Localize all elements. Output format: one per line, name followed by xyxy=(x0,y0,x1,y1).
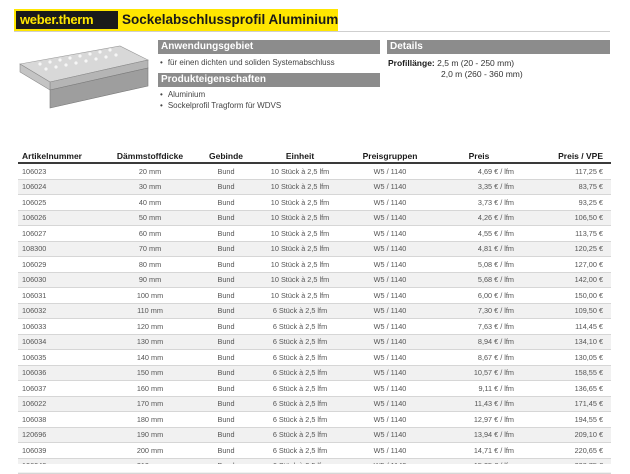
cell-price-group: W5 / 1140 xyxy=(346,257,434,273)
cell-price: 9,11 € / lfm xyxy=(434,381,524,397)
cell-unit: 10 Stück à 2,5 lfm xyxy=(254,288,346,304)
cell-price-per-vpe: 114,45 € xyxy=(524,319,611,335)
cell-price-per-vpe: 130,05 € xyxy=(524,350,611,366)
table-row xyxy=(18,319,611,335)
cell-price-per-vpe: 150,00 € xyxy=(524,288,611,304)
cell-article-number: 106035 xyxy=(18,350,102,366)
cell-price-group: W5 / 1140 xyxy=(346,195,434,211)
cell-unit: 6 Stück à 2,5 lfm xyxy=(254,443,346,459)
cell-price-per-vpe: 171,45 € xyxy=(524,396,611,412)
column-header-price-per-vpe: Preis / VPE xyxy=(524,150,611,163)
cell-price-per-vpe: 109,50 € xyxy=(524,303,611,319)
column-header-article-number: Artikelnummer xyxy=(18,150,102,163)
table-row xyxy=(18,179,611,195)
cell-article-number: 106027 xyxy=(18,226,102,242)
cell-insulation-thickness: 100 mm xyxy=(102,288,198,304)
cell-price-per-vpe: 136,65 € xyxy=(524,381,611,397)
cell-insulation-thickness: 90 mm xyxy=(102,272,198,288)
cell-package: Bund xyxy=(198,381,254,397)
cell-price: 8,67 € / lfm xyxy=(434,350,524,366)
anwendung-item: • für einen dichten und soliden Systemabschluss xyxy=(160,58,335,68)
table-row xyxy=(18,163,611,179)
cell-article-number: 106024 xyxy=(18,179,102,195)
cell-package: Bund xyxy=(198,257,254,273)
page-cutoff xyxy=(0,464,630,472)
cell-price: 4,81 € / lfm xyxy=(434,241,524,257)
cell-article-number: 106026 xyxy=(18,210,102,226)
cell-price-per-vpe: 220,65 € xyxy=(524,443,611,459)
cell-insulation-thickness: 60 mm xyxy=(102,226,198,242)
cell-package: Bund xyxy=(198,412,254,428)
table-row xyxy=(18,241,611,257)
cell-insulation-thickness: 70 mm xyxy=(102,241,198,257)
table-body xyxy=(18,163,611,474)
cell-price: 8,94 € / lfm xyxy=(434,334,524,350)
details-value-2: 2,0 m (260 - 360 mm) xyxy=(441,69,523,79)
cell-insulation-thickness: 180 mm xyxy=(102,412,198,428)
table-header-row xyxy=(18,150,611,163)
cell-price: 4,69 € / lfm xyxy=(434,163,524,179)
cell-unit: 6 Stück à 2,5 lfm xyxy=(254,365,346,381)
cell-package: Bund xyxy=(198,350,254,366)
cell-package: Bund xyxy=(198,427,254,443)
page-title: Sockelabschlussprofil Aluminium xyxy=(122,12,339,27)
section-header-anwendung: Anwendungsgebiet xyxy=(158,40,380,54)
table-row xyxy=(18,288,611,304)
table-row xyxy=(18,365,611,381)
cell-price-per-vpe: 93,25 € xyxy=(524,195,611,211)
cell-price-per-vpe: 209,10 € xyxy=(524,427,611,443)
table-row xyxy=(18,272,611,288)
cell-article-number: 106033 xyxy=(18,319,102,335)
eigenschaften-item: • Sockelprofil Tragform für WDVS xyxy=(160,101,281,111)
column-header-package: Gebinde xyxy=(198,150,254,163)
cell-price-group: W5 / 1140 xyxy=(346,396,434,412)
cell-insulation-thickness: 50 mm xyxy=(102,210,198,226)
cell-insulation-thickness: 30 mm xyxy=(102,179,198,195)
table-row xyxy=(18,334,611,350)
cell-price-per-vpe: 83,75 € xyxy=(524,179,611,195)
cell-package: Bund xyxy=(198,319,254,335)
cell-insulation-thickness: 20 mm xyxy=(102,163,198,179)
cell-price-per-vpe: 127,00 € xyxy=(524,257,611,273)
cell-package: Bund xyxy=(198,272,254,288)
cell-price: 6,00 € / lfm xyxy=(434,288,524,304)
cell-price-group: W5 / 1140 xyxy=(346,272,434,288)
cell-price-group: W5 / 1140 xyxy=(346,179,434,195)
table-row xyxy=(18,303,611,319)
cell-article-number: 108300 xyxy=(18,241,102,257)
cell-package: Bund xyxy=(198,396,254,412)
cell-unit: 10 Stück à 2,5 lfm xyxy=(254,210,346,226)
cell-package: Bund xyxy=(198,241,254,257)
cell-price: 12,97 € / lfm xyxy=(434,412,524,428)
cell-package: Bund xyxy=(198,226,254,242)
brand-logo xyxy=(16,11,118,29)
cell-unit: 6 Stück à 2,5 lfm xyxy=(254,396,346,412)
cell-price-group: W5 / 1140 xyxy=(346,303,434,319)
cell-insulation-thickness: 110 mm xyxy=(102,303,198,319)
table-row xyxy=(18,195,611,211)
header-divider xyxy=(14,31,610,32)
cell-unit: 6 Stück à 2,5 lfm xyxy=(254,412,346,428)
cell-insulation-thickness: 40 mm xyxy=(102,195,198,211)
brand-text: weber.therm xyxy=(20,12,94,27)
cell-price-per-vpe: 117,25 € xyxy=(524,163,611,179)
details-label: Profillänge: xyxy=(388,58,435,68)
cell-price: 5,08 € / lfm xyxy=(434,257,524,273)
cell-unit: 6 Stück à 2,5 lfm xyxy=(254,303,346,319)
table-row xyxy=(18,381,611,397)
cell-insulation-thickness: 160 mm xyxy=(102,381,198,397)
section-header-eigenschaften: Produkteigenschaften xyxy=(158,73,380,87)
cell-package: Bund xyxy=(198,288,254,304)
cell-price: 5,68 € / lfm xyxy=(434,272,524,288)
cell-price-per-vpe: 194,55 € xyxy=(524,412,611,428)
cell-price-group: W5 / 1140 xyxy=(346,443,434,459)
column-header-price: Preis xyxy=(434,150,524,163)
cell-price: 11,43 € / lfm xyxy=(434,396,524,412)
cell-unit: 10 Stück à 2,5 lfm xyxy=(254,226,346,242)
cell-insulation-thickness: 140 mm xyxy=(102,350,198,366)
cell-unit: 10 Stück à 2,5 lfm xyxy=(254,241,346,257)
cell-insulation-thickness: 200 mm xyxy=(102,443,198,459)
cell-price-group: W5 / 1140 xyxy=(346,334,434,350)
cell-article-number: 106032 xyxy=(18,303,102,319)
table-row xyxy=(18,412,611,428)
cell-unit: 6 Stück à 2,5 lfm xyxy=(254,350,346,366)
cell-unit: 10 Stück à 2,5 lfm xyxy=(254,257,346,273)
column-header-unit: Einheit xyxy=(254,150,346,163)
cell-price: 14,71 € / lfm xyxy=(434,443,524,459)
cell-insulation-thickness: 150 mm xyxy=(102,365,198,381)
cell-article-number: 106022 xyxy=(18,396,102,412)
cell-article-number: 106037 xyxy=(18,381,102,397)
cell-package: Bund xyxy=(198,334,254,350)
cell-article-number: 106036 xyxy=(18,365,102,381)
cell-price-group: W5 / 1140 xyxy=(346,350,434,366)
cell-price: 3,35 € / lfm xyxy=(434,179,524,195)
price-table xyxy=(18,150,611,474)
cell-price: 4,55 € / lfm xyxy=(434,226,524,242)
cell-price: 4,26 € / lfm xyxy=(434,210,524,226)
product-image xyxy=(16,42,152,110)
table-row xyxy=(18,226,611,242)
cell-article-number: 106034 xyxy=(18,334,102,350)
cell-article-number: 106025 xyxy=(18,195,102,211)
cell-article-number: 106031 xyxy=(18,288,102,304)
column-header-price-group: Preisgruppen xyxy=(346,150,434,163)
cell-unit: 10 Stück à 2,5 lfm xyxy=(254,195,346,211)
cell-package: Bund xyxy=(198,179,254,195)
cell-insulation-thickness: 80 mm xyxy=(102,257,198,273)
table-row xyxy=(18,443,611,459)
cell-price-per-vpe: 134,10 € xyxy=(524,334,611,350)
table-row xyxy=(18,257,611,273)
cell-unit: 10 Stück à 2,5 lfm xyxy=(254,163,346,179)
header-bar xyxy=(14,9,338,31)
cell-article-number: 106039 xyxy=(18,443,102,459)
cell-price-group: W5 / 1140 xyxy=(346,226,434,242)
cell-price-group: W5 / 1140 xyxy=(346,427,434,443)
cell-package: Bund xyxy=(198,210,254,226)
cell-price-group: W5 / 1140 xyxy=(346,412,434,428)
cell-package: Bund xyxy=(198,365,254,381)
cell-price-per-vpe: 113,75 € xyxy=(524,226,611,242)
table-row xyxy=(18,396,611,412)
cell-price-group: W5 / 1140 xyxy=(346,319,434,335)
cell-price-group: W5 / 1140 xyxy=(346,210,434,226)
section-header-details: Details xyxy=(387,40,610,54)
cell-unit: 6 Stück à 2,5 lfm xyxy=(254,334,346,350)
cell-price-per-vpe: 106,50 € xyxy=(524,210,611,226)
column-header-insulation-thickness: Dämmstoffdicke xyxy=(102,150,198,163)
cell-price: 13,94 € / lfm xyxy=(434,427,524,443)
cell-price: 7,63 € / lfm xyxy=(434,319,524,335)
cell-price-per-vpe: 120,25 € xyxy=(524,241,611,257)
cell-unit: 10 Stück à 2,5 lfm xyxy=(254,272,346,288)
cell-article-number: 106029 xyxy=(18,257,102,273)
cell-unit: 6 Stück à 2,5 lfm xyxy=(254,319,346,335)
cell-package: Bund xyxy=(198,163,254,179)
cell-unit: 6 Stück à 2,5 lfm xyxy=(254,427,346,443)
cell-price-group: W5 / 1140 xyxy=(346,163,434,179)
cell-article-number: 106038 xyxy=(18,412,102,428)
cell-package: Bund xyxy=(198,443,254,459)
cell-price: 7,30 € / lfm xyxy=(434,303,524,319)
cell-package: Bund xyxy=(198,303,254,319)
cell-unit: 6 Stück à 2,5 lfm xyxy=(254,381,346,397)
cell-price-group: W5 / 1140 xyxy=(346,241,434,257)
table-row xyxy=(18,427,611,443)
details-value-1: 2,5 m (20 - 250 mm) xyxy=(437,58,515,68)
cell-price-per-vpe: 158,55 € xyxy=(524,365,611,381)
cell-price-group: W5 / 1140 xyxy=(346,288,434,304)
cell-price: 3,73 € / lfm xyxy=(434,195,524,211)
cell-article-number: 106030 xyxy=(18,272,102,288)
eigenschaften-item: • Aluminium xyxy=(160,90,205,100)
cell-insulation-thickness: 120 mm xyxy=(102,319,198,335)
cell-unit: 10 Stück à 2,5 lfm xyxy=(254,179,346,195)
cell-article-number: 120696 xyxy=(18,427,102,443)
table-row xyxy=(18,350,611,366)
cell-price-group: W5 / 1140 xyxy=(346,365,434,381)
cell-package: Bund xyxy=(198,195,254,211)
cell-insulation-thickness: 170 mm xyxy=(102,396,198,412)
cell-insulation-thickness: 130 mm xyxy=(102,334,198,350)
cell-article-number: 106023 xyxy=(18,163,102,179)
cell-price: 10,57 € / lfm xyxy=(434,365,524,381)
cell-price-group: W5 / 1140 xyxy=(346,381,434,397)
cell-insulation-thickness: 190 mm xyxy=(102,427,198,443)
table-row xyxy=(18,210,611,226)
details-profillaenge xyxy=(388,58,514,68)
cell-price-per-vpe: 142,00 € xyxy=(524,272,611,288)
